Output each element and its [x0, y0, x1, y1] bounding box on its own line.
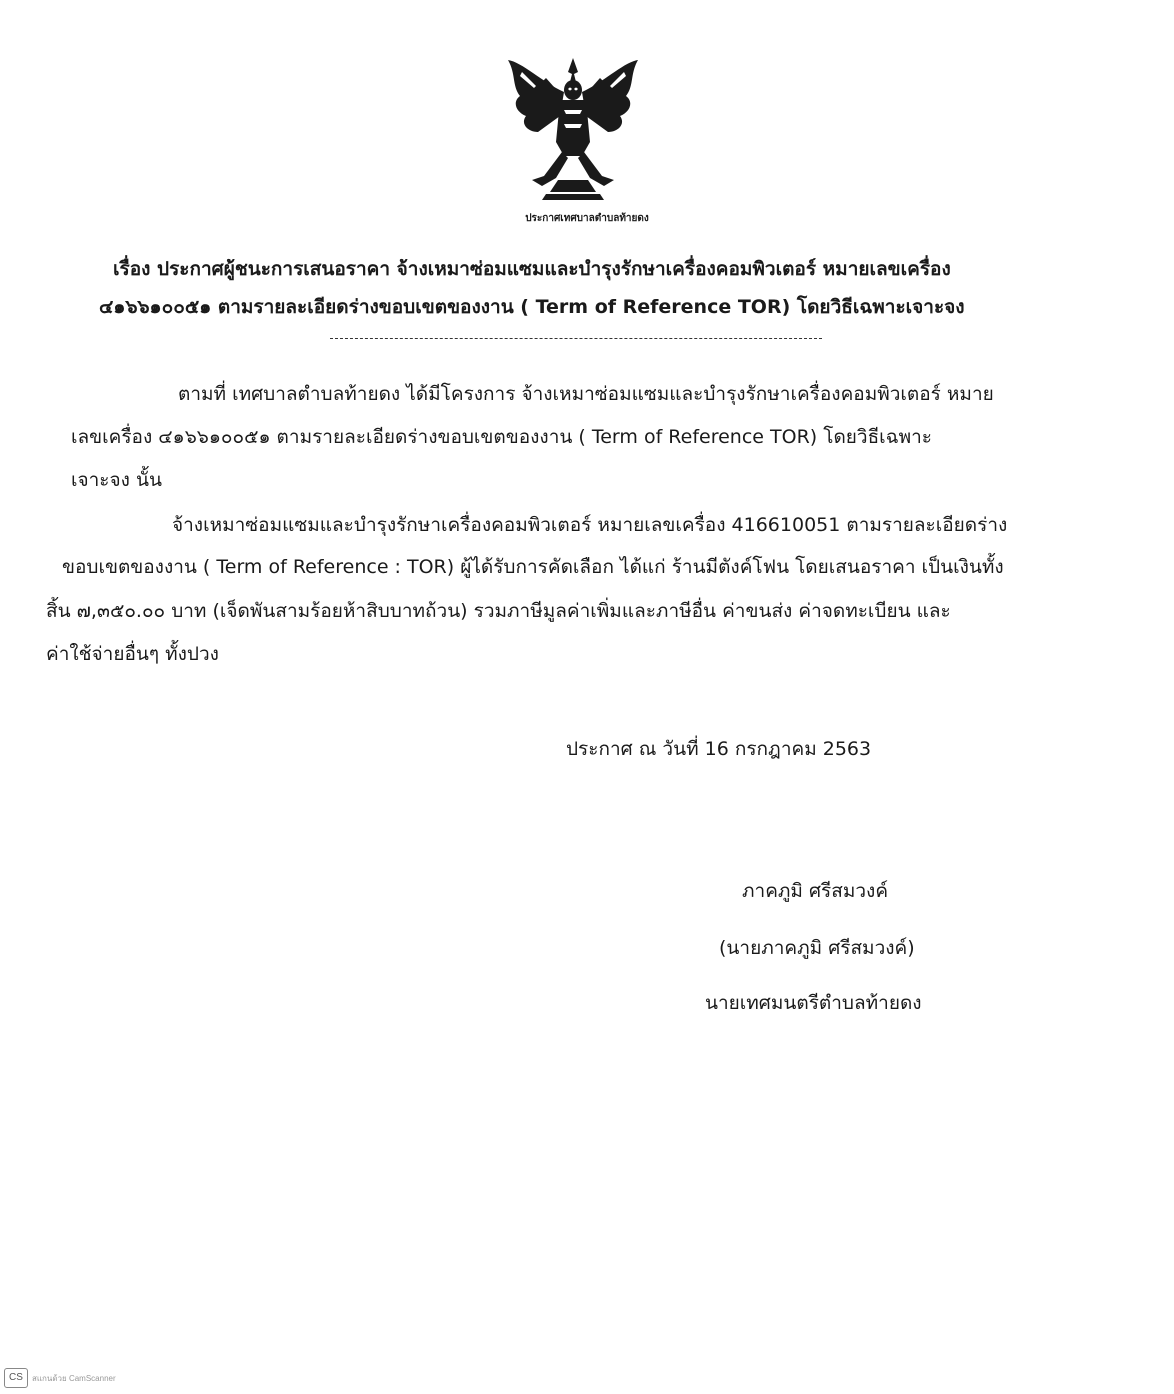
subject-line-2: ๔๑๖๖๑๐๐๕๑ ตามรายละเอียดร่างขอบเขตของงาน ( Term of Reference TOR) โดยวิธีเฉพาะเจาะจง — [99, 296, 965, 318]
document-title: ประกาศเทศบาลตำบลท้ายดง — [525, 213, 649, 224]
paragraph-2-line-4: ค่าใช้จ่ายอื่นๆ ทั้งปวง — [46, 643, 219, 665]
signature-position: นายเทศมนตรีตำบลท้ายดง — [705, 992, 922, 1014]
paragraph-1-line-1: ตามที่ เทศบาลตำบลท้ายดง ได้มีโครงการ จ้างเหมาซ่อมแซมและบำรุงรักษาเครื่องคอมพิวเตอร์ หมาย — [178, 383, 994, 405]
paragraph-2-line-3: สิ้น ๗,๓๕๐.๐๐ บาท (เจ็ดพันสามร้อยห้าสิบบาทถ้วน) รวมภาษีมูลค่าเพิ่มและภาษีอื่น ค่าขนส่ง ค่าจดทะเบียน และ — [46, 600, 951, 622]
paragraph-1-line-3: เจาะจง นั้น — [71, 469, 162, 491]
scanner-watermark-text: สแกนด้วย CamScanner — [32, 1373, 116, 1383]
paragraph-2-line-2: ขอบเขตของงาน ( Term of Reference : TOR) ผู้ได้รับการคัดเลือก ได้แก่ ร้านมีตังค์โฟน โดยเสนอราคา เป็นเงินทั้ง — [62, 556, 1004, 578]
scanner-watermark — [4, 1368, 116, 1388]
announcement-date: ประกาศ ณ วันที่ 16 กรกฎาคม 2563 — [566, 738, 872, 760]
paragraph-1-line-2: เลขเครื่อง ๔๑๖๖๑๐๐๕๑ ตามรายละเอียดร่างขอบเขตของงาน ( Term of Reference TOR) โดยวิธีเฉพาะ — [71, 426, 933, 448]
divider-line — [330, 338, 822, 339]
signature-full-name: (นายภาคภูมิ ศรีสมวงค์) — [719, 937, 915, 959]
garuda-emblem-icon — [502, 52, 644, 202]
subject-line-1: เรื่อง ประกาศผู้ชนะการเสนอราคา จ้างเหมาซ่อมแซมและบำรุงรักษาเครื่องคอมพิวเตอร์ หมายเลขเครื่อง — [113, 258, 951, 280]
signature-name: ภาคภูมิ ศรีสมวงค์ — [742, 880, 889, 902]
camscanner-logo-icon: CS — [4, 1368, 28, 1388]
paragraph-2-line-1: จ้างเหมาซ่อมแซมและบำรุงรักษาเครื่องคอมพิวเตอร์ หมายเลขเครื่อง 416610051 ตามรายละเอียดร่าง — [172, 514, 1008, 536]
